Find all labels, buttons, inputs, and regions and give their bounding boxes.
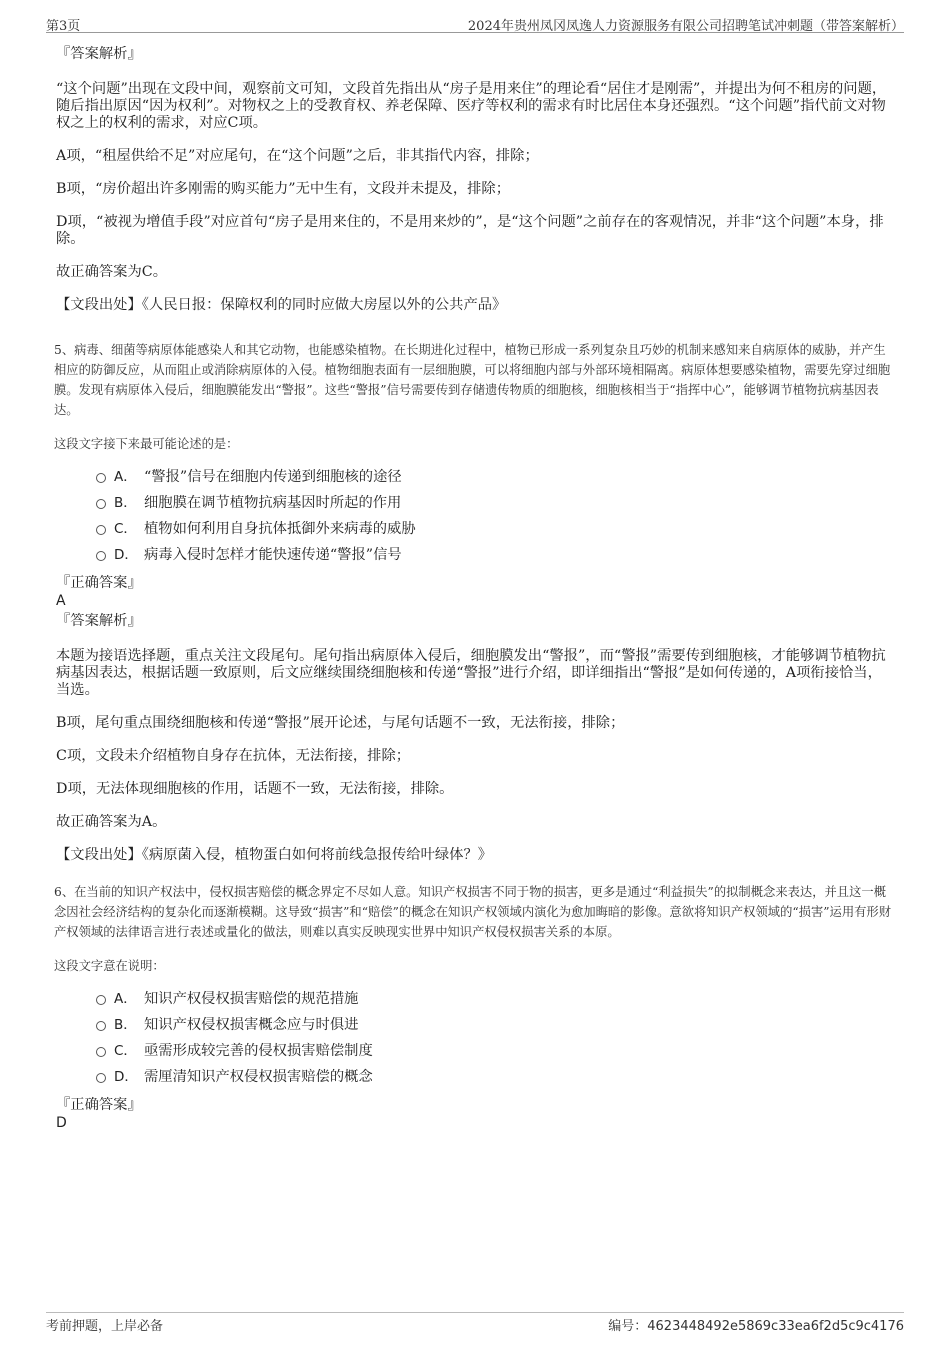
- document-code: [608, 1315, 904, 1334]
- radio-icon[interactable]: [96, 995, 106, 1005]
- analysis-paragraph: D项，无法体现细胞核的作用，话题不一致，无法衔接，排除。: [56, 781, 454, 797]
- question-5-prompt: 这段文字接下来最可能论述的是：: [54, 437, 239, 451]
- footer-slogan: 考前押题，上岸必备: [46, 1319, 164, 1334]
- option-a[interactable]: A． “警报”信号在细胞内传递到细胞核的途径: [96, 464, 894, 490]
- document-title: 2024年贵州凤冈凤逸人力资源服务有限公司招聘笔试冲刺题（带答案解析）: [467, 19, 904, 34]
- code-label: 编号：: [608, 1319, 648, 1334]
- page-content: [56, 45, 894, 1132]
- page-header: [46, 12, 904, 33]
- question-6-prompt: 这段文字意在说明：: [54, 959, 165, 973]
- page-footer: [46, 1312, 904, 1341]
- correct-answer: D: [56, 1115, 67, 1131]
- option-a[interactable]: A． 知识产权侵权损害赔偿的规范措施: [96, 986, 894, 1012]
- code-value: 4623448492e5869c33ea6f2d5c9c4176: [647, 1319, 904, 1334]
- correct-answer: A: [56, 593, 66, 609]
- analysis-label: 『答案解析』: [56, 46, 142, 62]
- analysis-paragraph: A项，“租屋供给不足”对应尾句，在“这个问题”之后，非其指代内容，排除；: [56, 148, 539, 164]
- analysis-paragraph: B项，尾句重点围绕细胞核和传递“警报”展开论述，与尾句话题不一致，无法衔接，排除；: [56, 715, 625, 731]
- source-line: 【文段出处】《人民日报：保障权利的同时应做大房屋以外的公共产品》: [56, 297, 507, 313]
- radio-icon[interactable]: [96, 551, 106, 561]
- question-5-stem: 5、病毒、细菌等病原体能感染人和其它动物，也能感染植物。在长期进化过程中，植物已形成一系列复杂且巧妙的机制来感知来自病原体的威胁，并产生相应的防御反应，从而阻止或消除病原体的入侵。植物细胞表面有一层细胞膜，可以将细胞内部与外部环境相隔离。病原体想要感染植物，需要先穿过细胞膜。发现有病原体入侵后，细胞膜能发出“警报”。这些“警报”信号需要传到存储遗传物质的细胞核，细胞核相当于“指挥中心”，能够调节植物抗病基因表达。: [54, 343, 891, 417]
- radio-icon[interactable]: [96, 1073, 106, 1083]
- radio-icon[interactable]: [96, 499, 106, 509]
- option-d[interactable]: D． 病毒入侵时怎样才能快速传递“警报”信号: [96, 542, 894, 568]
- option-c[interactable]: C． 亟需形成较完善的侵权损害赔偿制度: [96, 1038, 894, 1064]
- option-b[interactable]: B． 知识产权侵权损害概念应与时俱进: [96, 1012, 894, 1038]
- option-b[interactable]: B． 细胞膜在调节植物抗病基因时所起的作用: [96, 490, 894, 516]
- option-d[interactable]: D． 需厘清知识产权侵权损害赔偿的概念: [96, 1064, 894, 1090]
- question-6-options: [96, 986, 894, 1090]
- correct-answer-label: 『正确答案』: [56, 1097, 142, 1113]
- conclusion-line: 故正确答案为A。: [56, 814, 167, 830]
- radio-icon[interactable]: [96, 525, 106, 535]
- page-number: 第3页: [46, 19, 81, 34]
- correct-answer-label: 『正确答案』: [56, 575, 142, 591]
- analysis-label: 『答案解析』: [56, 613, 142, 629]
- analysis-paragraph: “这个问题”出现在文段中间，观察前文可知，文段首先指出从“房子是用来住”的理论看“居住才是刚需”，并提出为何不租房的问题，随后指出原因“因为权利”。对物权之上的受教育权、养老保障、医疗等权利的需求有时比居住本身还强烈。“这个问题”指代前文对物权之上的权利的需求，对应C项。: [56, 81, 887, 131]
- analysis-paragraph: B项，“房价超出许多刚需的购买能力”无中生有，文段并未提及，排除；: [56, 181, 511, 197]
- radio-icon[interactable]: [96, 473, 106, 483]
- question-5-options: [96, 464, 894, 568]
- analysis-paragraph: 本题为接语选择题，重点关注文段尾句。尾句指出病原体入侵后，细胞膜发出“警报”，而“警报”需要传到细胞核，才能够调节植物抗病基因表达，根据话题一致原则，后文应继续围绕细胞核和传递“警报”进行介绍，即详细指出“警报”是如何传递的，A项衔接恰当，当选。: [56, 648, 886, 698]
- analysis-paragraph: C项，文段未介绍植物自身存在抗体，无法衔接，排除；: [56, 748, 411, 764]
- analysis-paragraph: D项，“被视为增值手段”对应首句“房子是用来住的，不是用来炒的”，是“这个问题”之前存在的客观情况，并非“这个问题”本身，排除。: [56, 214, 884, 247]
- conclusion-line: 故正确答案为C。: [56, 264, 168, 280]
- source-line: 【文段出处】《病原菌入侵，植物蛋白如何将前线急报传给叶绿体？》: [56, 847, 493, 863]
- question-6-stem: 6、在当前的知识产权法中，侵权损害赔偿的概念界定不尽如人意。知识产权损害不同于物的损害，更多是通过“利益损失”的拟制概念来表达，并且这一概念因社会经济结构的复杂化而逐渐模糊。这导致“损害”和“赔偿”的概念在知识产权领域内演化为愈加晦暗的影像。意欲将知识产权领域的“损害”运用有形财产权领域的法律语言进行表述或量化的做法，则难以真实反映现实世界中知识产权侵权损害关系的本原。: [54, 885, 892, 939]
- option-c[interactable]: C． 植物如何利用自身抗体抵御外来病毒的威胁: [96, 516, 894, 542]
- radio-icon[interactable]: [96, 1021, 106, 1031]
- radio-icon[interactable]: [96, 1047, 106, 1057]
